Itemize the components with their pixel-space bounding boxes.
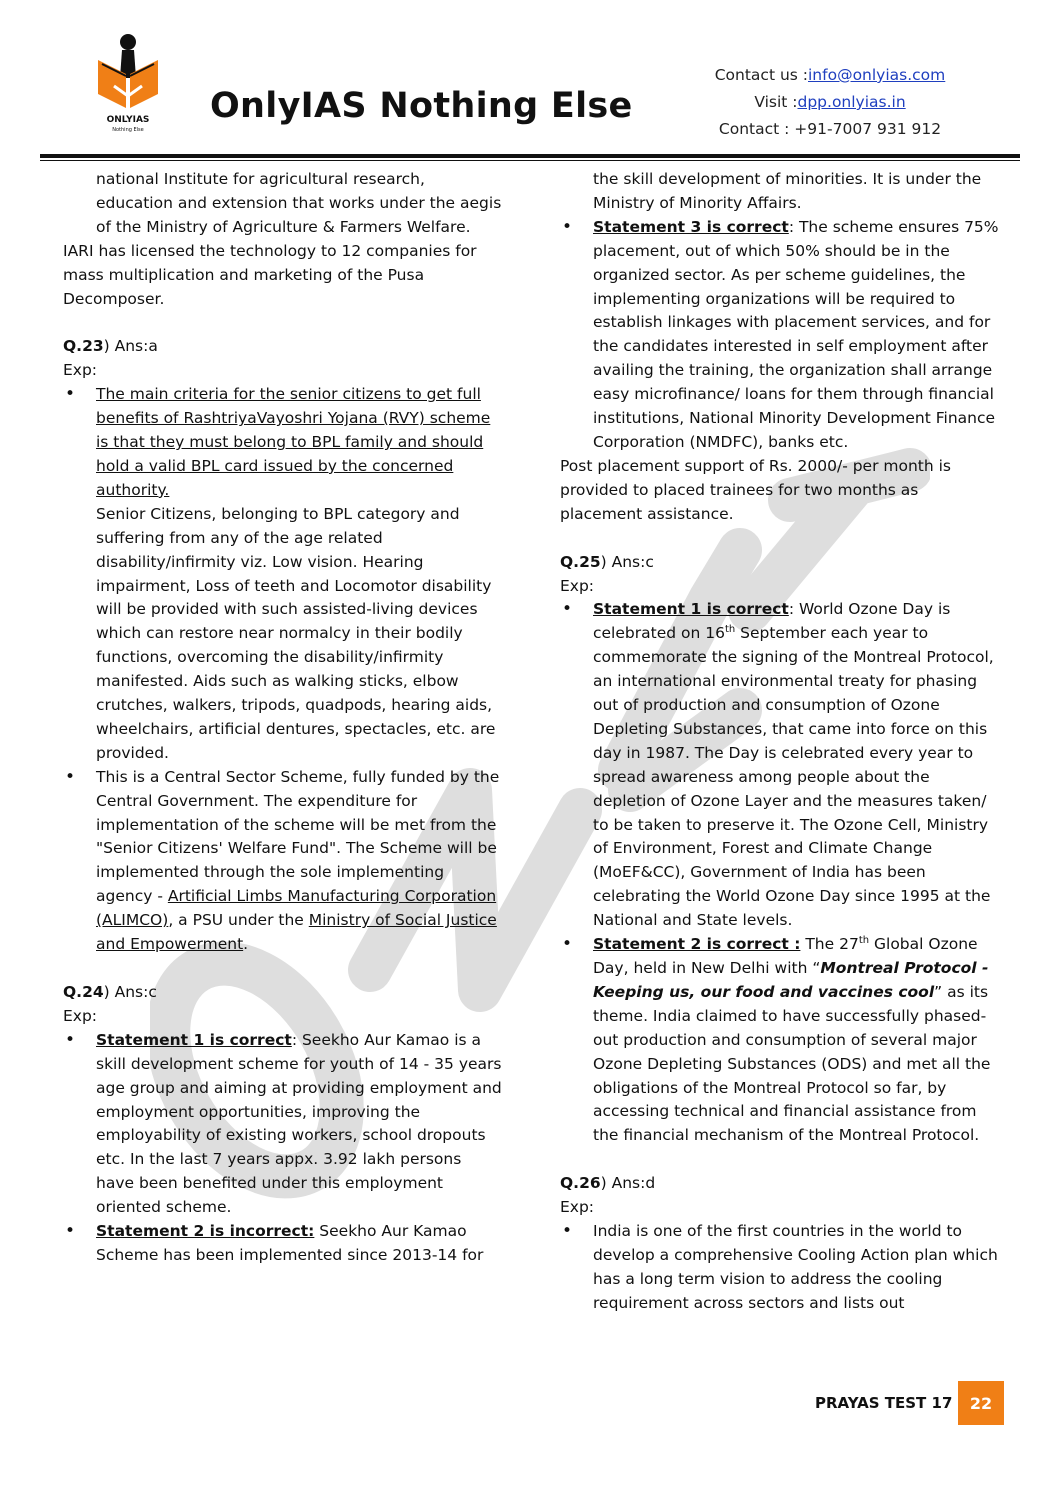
ministry-link[interactable]: Ministry of Social Justice and Empowerment (96, 911, 497, 954)
list-item: • Statement 3 is correct: The scheme ensures 75% placement, out of which 50% should be in the organized sector. As per scheme guidelines, the implementing organizations will be required to establish linkages with placement services, and for the candidates interested in self employment after availing the training, the organization shall arrange easy microfinance/ loans for them through financial institutions, National Minority Development Finance Corporation (NMDFC), banks etc. (560, 216, 1000, 455)
question-25-heading: Q.25) Ans:c (560, 552, 654, 571)
test-label: PRAYAS TEST 17 (815, 1394, 953, 1412)
post-placement-paragraph: Post placement support of Rs. 2000/- per month is provided to placed trainees for two months as placement assistance. (560, 456, 952, 523)
q23-bullets (63, 383, 503, 957)
list-item: • Statement 2 is correct : The 27th Global Ozone Day, held in New Delhi with “Montreal Protocol - Keeping us, our food and vaccines cool” as its theme. India claimed to have successfully phased-out production and consumption of several major Ozone Depleting Substances (ODS) and met all the obligations of the Montreal Protocol so far, by accessing technical and financial assistance from the financial mechanism of the Montreal Protocol. (560, 933, 1000, 1148)
exp-label: Exp: (63, 361, 98, 380)
visit-link[interactable]: dpp.onlyias.in (797, 93, 906, 111)
question-23-heading: Q.23) Ans:a (63, 337, 158, 356)
brand-title: OnlyIAS Nothing Else (210, 86, 633, 126)
question-24-heading: Q.24) Ans:c (63, 983, 157, 1001)
visit-line: Visit :dpp.onlyias.in (754, 93, 906, 111)
header-rule-thin (40, 160, 1020, 161)
page-number: 22 (958, 1381, 1004, 1425)
contact-phone: Contact : +91-7007 931 912 (718, 120, 942, 138)
continued-bullet: the skill development of minorities. It is under the Ministry of Minority Affairs. (593, 170, 982, 212)
q24-bullets (63, 1029, 503, 1268)
list-item: • India is one of the first countries in the world to develop a comprehensive Cooling Action plan which has a long term vision to address the cooling requirement across sectors and lists out (560, 1220, 1000, 1316)
contact-email-line: Contact us :info@onlyias.com (714, 66, 946, 84)
continued-bullet: national Institute for agricultural research, education and extension that works under the aegis of the Ministry of Agriculture & Farmers Welfare. (96, 170, 502, 236)
q24-bullets-cont (560, 216, 1000, 455)
exp-label: Exp: (560, 576, 595, 595)
exp-label: Exp: (63, 1006, 98, 1025)
logo-tagline: Nothing Else (112, 127, 144, 133)
list-item: • This is a Central Sector Scheme, fully funded by the Central Government. The expenditure for implementation of the scheme will be met from the "Senior Citizens' Welfare Fund". The Scheme will be implemented through the sole implementing agency - Artificial Limbs Manufacturing Corporation (ALIMCO), a PSU under the Ministry of Social Justice and Empowerment. (63, 766, 503, 957)
q26-bullets (560, 1220, 1000, 1316)
iari-paragraph: IARI has licensed the technology to 12 companies for mass multiplication and marketing of the Pusa Decomposer. (63, 241, 477, 308)
logo-text: ONLYIAS (106, 115, 150, 125)
question-26-heading: Q.26) Ans:d (560, 1174, 656, 1193)
list-item: • The main criteria for the senior citizens to get full benefits of RashtriyaVayoshri Yojana (RVY) scheme is that they must belong to BPL family and should hold a valid BPL card issued by the concerned authority. Senior Citizens, belonging to BPL category and suffering from any of the age related disability/infirmity viz. Low vision. Hearing impairment, Loss of teeth and Locomotor disability will be provided with such assisted-living devices which can restore near normalcy in their bodily functions, overcoming the disability/infirmity manifested. Aids such as walking sticks, elbow crutches, walkers, tripods, quadpods, hearing aids, wheelchairs, artificial dentures, spectacles, etc. are provided. (63, 383, 503, 766)
right-column (560, 168, 1000, 1316)
alimco-link[interactable]: Artificial Limbs Manufacturing Corporation (ALIMCO) (96, 887, 497, 930)
header-rule (40, 154, 1020, 158)
exp-label: Exp: (560, 1198, 595, 1217)
contact-block (700, 62, 960, 143)
list-item: • Statement 2 is incorrect: Seekho Aur Kamao Scheme has been implemented since 2013-14 for (63, 1220, 503, 1268)
left-column (63, 168, 503, 1268)
list-item: • Statement 1 is correct: World Ozone Day is celebrated on 16th September each year to commemorate the signing of the Montreal Protocol, an international environmental treaty for phasing out of production and consumption of Ozone Depleting Substances, that came into force on this day in 1987. The Day is celebrated every year to spread awareness among people about the depletion of Ozone Layer and the measures taken/ to be taken to preserve it. The Ozone Cell, Ministry of Environment, Forest and Climate Change (MoEF&CC), Government of India has been celebrating the World Ozone Day since 1995 at the National and State levels. (560, 598, 1000, 933)
q25-bullets (560, 598, 1000, 1148)
onlyias-logo (92, 30, 172, 134)
contact-email-link[interactable]: info@onlyias.com (808, 66, 946, 84)
list-item: • Statement 1 is correct: Seekho Aur Kamao is a skill development scheme for youth of 14 - 35 years age group and aiming at providing employment and employment opportunities, improving the employability of existing workers, school dropouts etc. In the last 7 years appx. 3.92 lakh persons have been benefited under this employment oriented scheme. (63, 1029, 503, 1220)
